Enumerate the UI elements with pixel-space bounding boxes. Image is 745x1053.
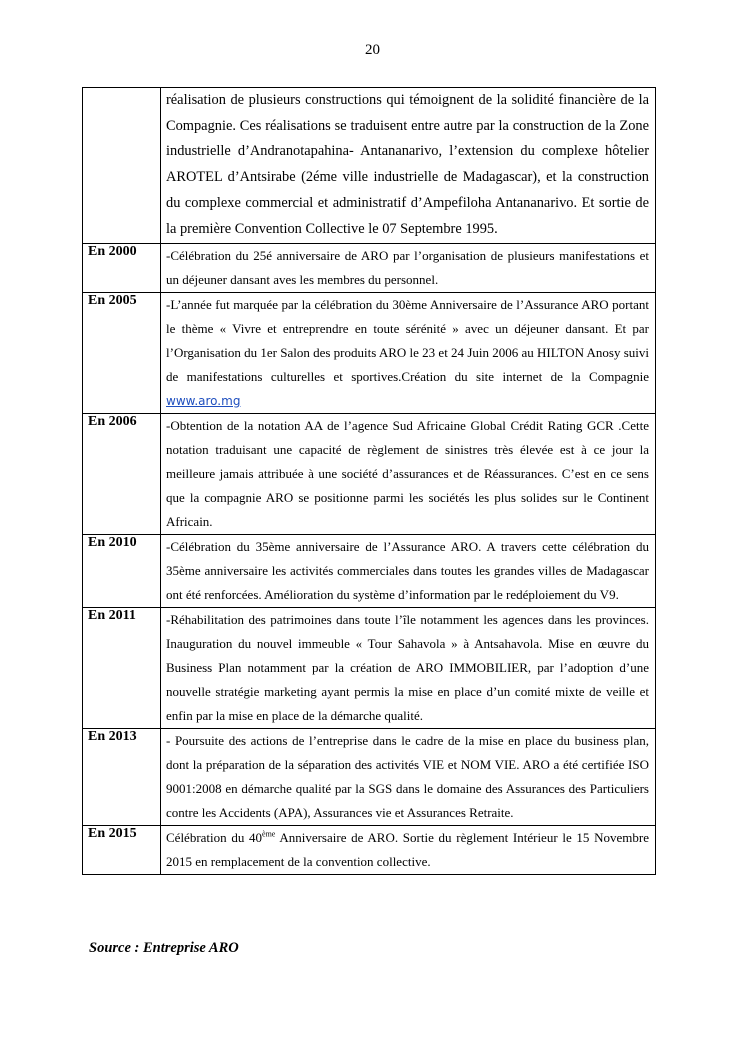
description-cell: -Célébration du 35ème anniversaire de l’Assurance ARO. A travers cette célébration du 35ème anniversaire les activités commerciales dans toutes les grandes villes de Madagascar ont été renforcées. Amélioration du système d’information par le redéploiement du V9.	[161, 535, 656, 608]
source-caption: Source : Entreprise ARO	[89, 940, 239, 956]
year-cell	[83, 88, 161, 244]
table-row	[83, 88, 656, 244]
description-cell: réalisation de plusieurs constructions qui témoignent de la solidité financière de la Compagnie. Ces réalisations se traduisent entre autre par la construction de la Zone industrielle d’Andranotapahina- Antananarivo, l’extension du complexe hôtelier AROTEL d’Antsirabe (2éme ville industrielle de Madagascar), et la construction du complexe commercial et administratif d’Ampefiloha Antananarivo. Et sortie de la première Convention Collective le 07 Septembre 1995.	[161, 88, 656, 244]
description-text: Anniversaire de ARO. Sortie du règlement Intérieur le 15 Novembre 2015 en remplacement de la convention collective.	[166, 830, 649, 870]
description-cell: - Poursuite des actions de l’entreprise dans le cadre de la mise en place du business plan, dont la préparation de la séparation des activités VIE et NOM VIE. ARO a été certifiée ISO 9001:2008 en démarche qualité par la SGS dans le domaine des Assurances des Particuliers contre les Accidents (APA), Assurances vie et Assurances Retraite.	[161, 729, 656, 826]
year-cell: En 2006	[83, 414, 161, 535]
year-cell: En 2013	[83, 729, 161, 826]
superscript: ème	[262, 829, 276, 839]
description-cell: -Obtention de la notation AA de l’agence Sud Africaine Global Crédit Rating GCR .Cette notation traduisant une capacité de règlement de sinistres très élevée est à ce jour la meilleure jamais attribuée à une société d’assurances et de Réassurances. C’est en ce sens que la compagnie ARO se positionne parmi les sociétés les plus solides sur le Continent Africain.	[161, 414, 656, 535]
website-link[interactable]: www.aro.mg	[166, 394, 241, 409]
description-text: -L’année fut marquée par la célébration du 30ème Anniversaire de l’Assurance ARO portant le thème « Vivre et entreprendre en toute sérénité » avec un déjeuner dansant. Et par l’Organisation du 1er Salon des produits ARO le 23 et 24 Juin 2006 au HILTON Anosy suivi de manifestations culturelles et sportives.Création du site internet de la Compagnie	[166, 297, 649, 385]
table-row	[83, 535, 656, 608]
aro-history-table	[82, 87, 656, 875]
description-cell: -Célébration du 25é anniversaire de ARO par l’organisation de plusieurs manifestations et un déjeuner dansant aves les membres du personnel.	[161, 244, 656, 293]
page-number: 20	[365, 42, 380, 58]
year-cell: En 2000	[83, 244, 161, 293]
year-cell: En 2011	[83, 608, 161, 729]
table-row	[83, 729, 656, 826]
year-cell: En 2015	[83, 826, 161, 875]
year-cell: En 2005	[83, 293, 161, 414]
description-cell: -Réhabilitation des patrimoines dans toute l’île notamment les agences dans les provinces. Inauguration du nouvel immeuble « Tour Sahavola » à Antsahavola. Mise en œuvre du Business Plan notamment par la création de ARO IMMOBILIER, par l’adoption d’une nouvelle stratégie marketing ayant permis la mise en place d’un comité mixte de veille et enfin par la mise en place de la démarche qualité.	[161, 608, 656, 729]
description-text: Célébration du 40	[166, 830, 263, 846]
table-row	[83, 244, 656, 293]
table-row	[83, 608, 656, 729]
table-row	[83, 826, 656, 875]
description-cell	[161, 826, 656, 875]
table-row	[83, 414, 656, 535]
description-cell	[161, 293, 656, 414]
year-cell: En 2010	[83, 535, 161, 608]
table-row	[83, 293, 656, 414]
